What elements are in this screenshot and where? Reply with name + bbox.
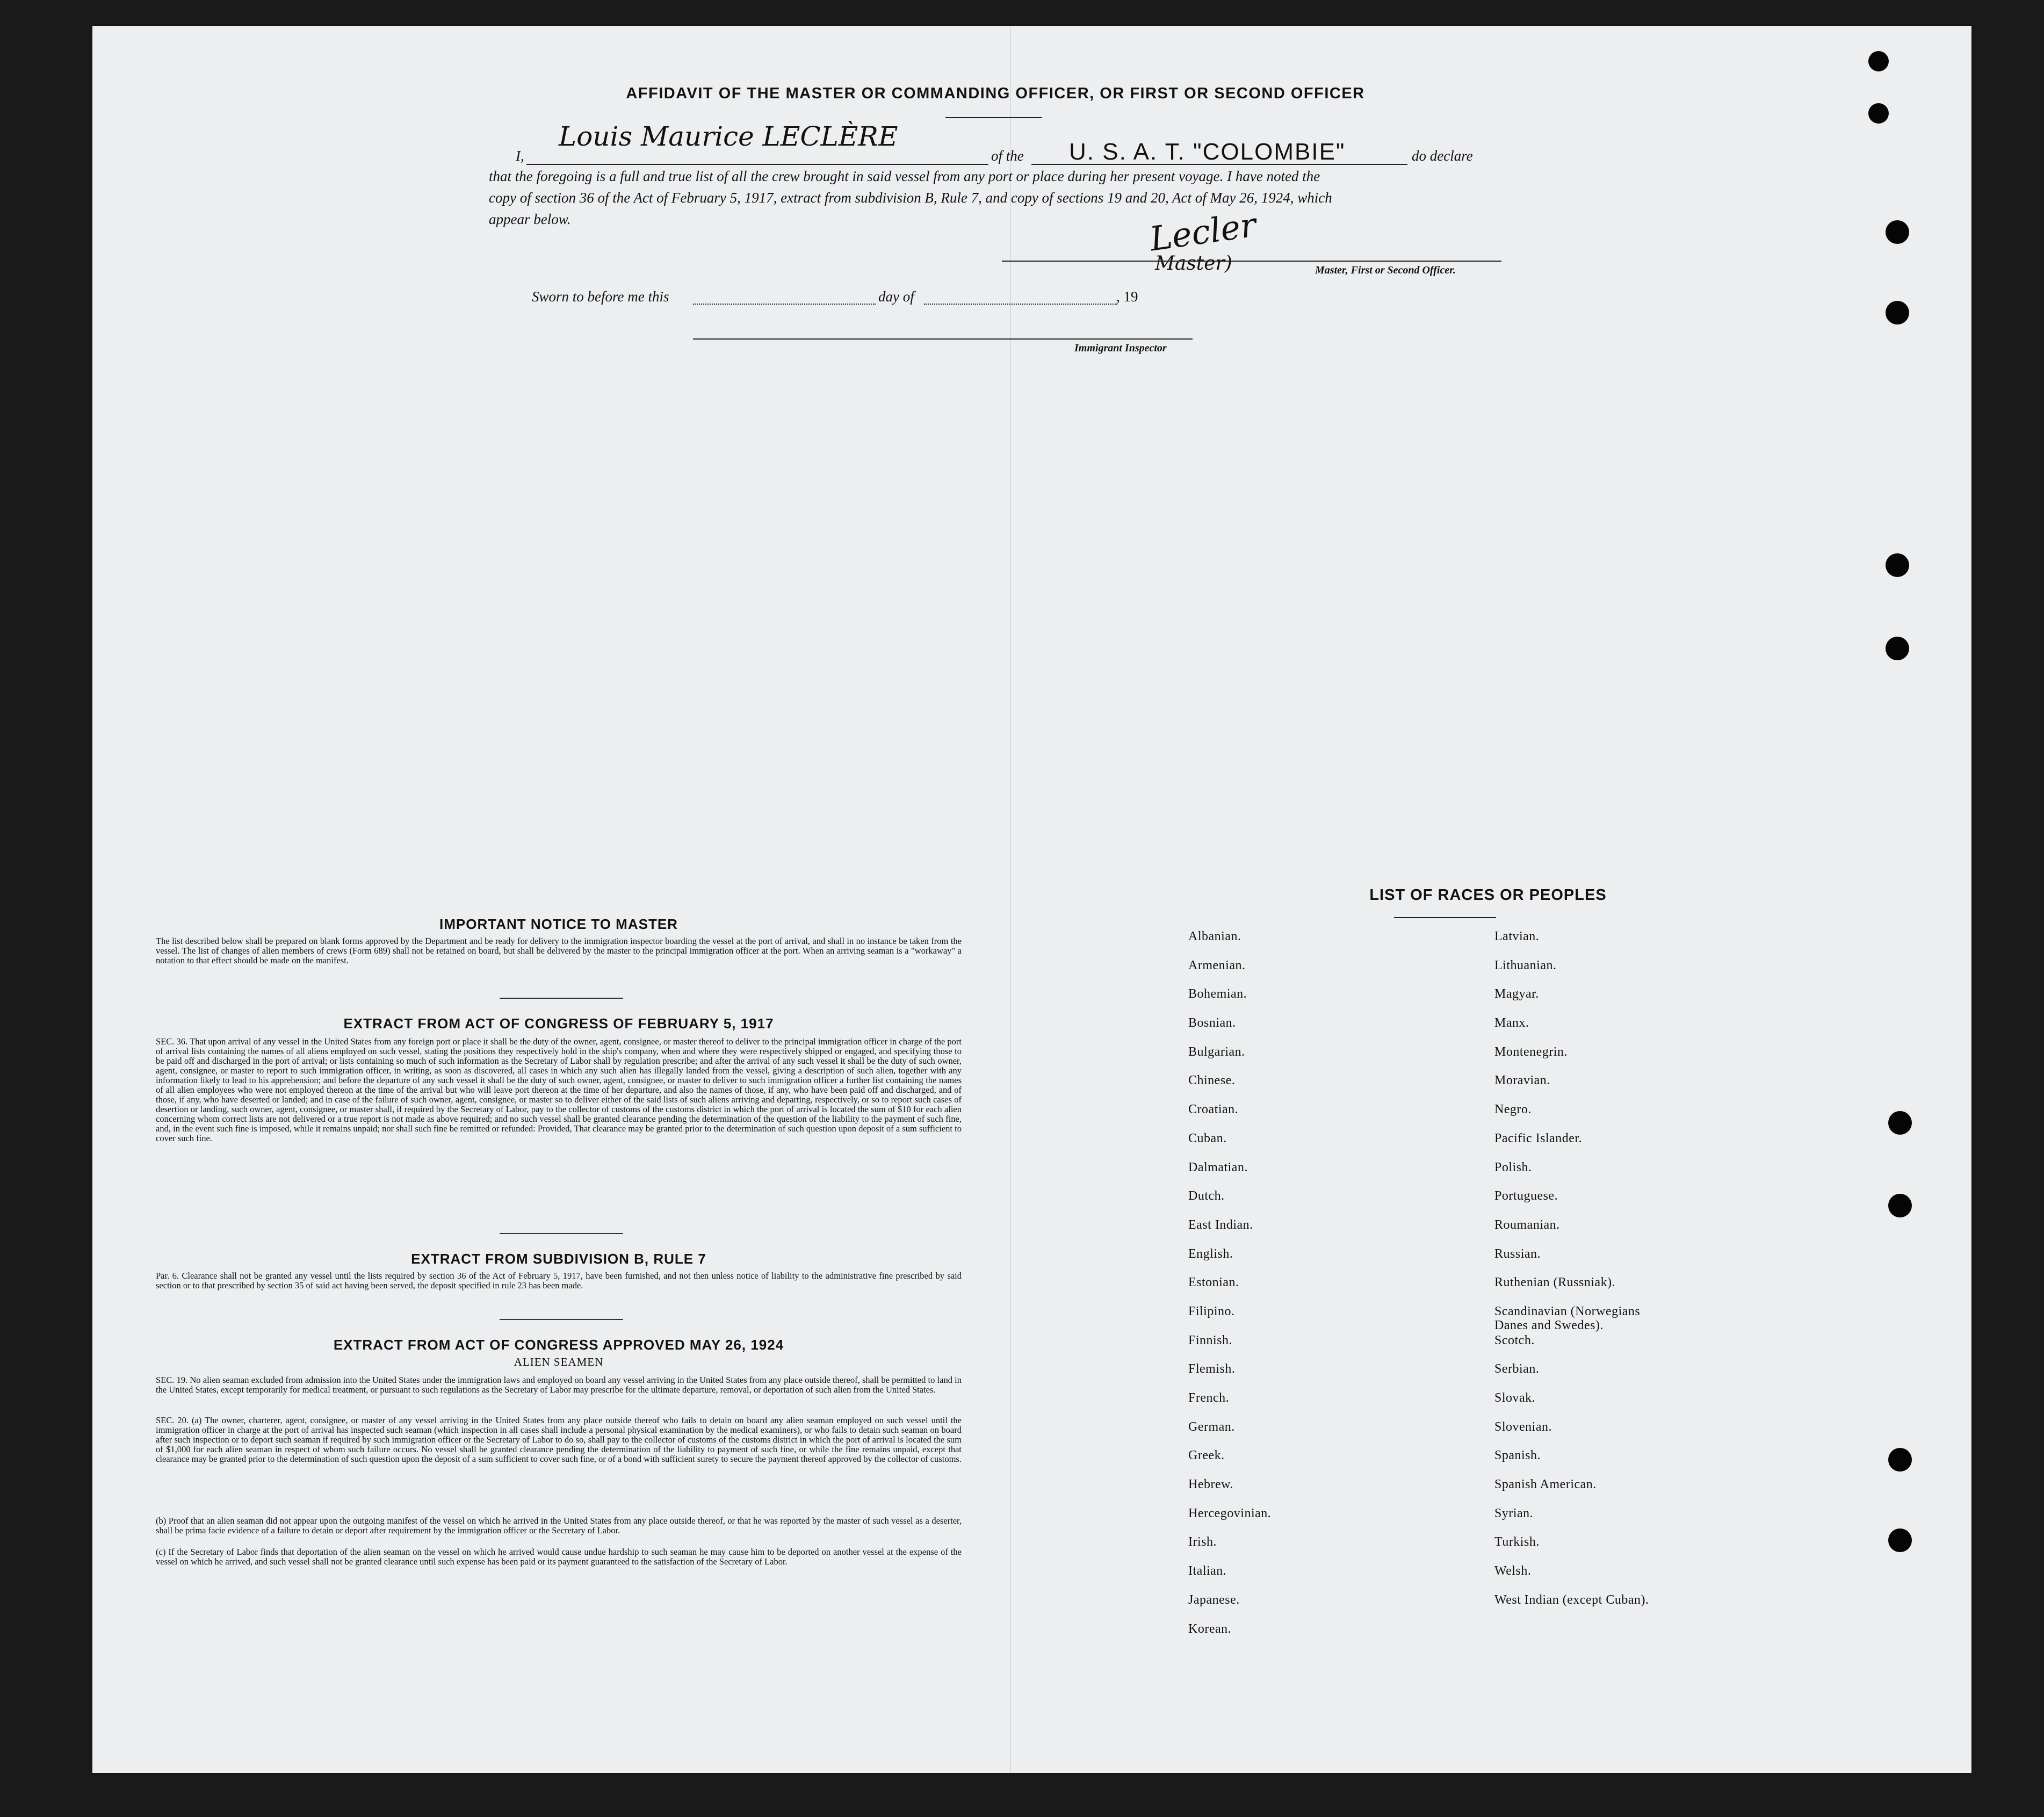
vessel-line (1031, 164, 1407, 165)
i-label: I, (516, 148, 524, 164)
punch-hole (1888, 1111, 1912, 1135)
punch-hole (1888, 1448, 1912, 1472)
race-item: Lithuanian. (1494, 958, 1557, 972)
punch-hole (1886, 220, 1909, 244)
race-item: German. (1188, 1419, 1235, 1434)
race-item: Latvian. (1494, 929, 1540, 943)
race-item: Spanish American. (1494, 1477, 1597, 1492)
race-item: Serbian. (1494, 1362, 1540, 1376)
inspector-line (693, 338, 1193, 340)
race-item: West Indian (except Cuban). (1494, 1592, 1649, 1607)
master-signature: Lecler (1147, 205, 1259, 259)
extract-1917-body: SEC. 36. That upon arrival of any vessel in the United States from any foreign port or place it shall be the duty of the owner, agent, consignee, or master thereof to deliver to the principal immigration officer in charge of the port of arrival lists containing the names of all aliens employed on such vessel, stating the positions they respectively hold in the ship's company, when and where they were respectively shipped or engaged, and specifying those to be paid off and discharged in the port of arrival; or lists containing so much of such information as the Secretary of Labor shall by regulation prescribe; and after the arrival of any such vessel it shall be the duty of such owner, agent, consignee, or master to report to such immigration officer, in writing, as soon as discovered, all cases in which any such alien has illegally landed from the vessel, giving a description of such alien, together with any information likely to lead to his apprehension; and before the departure of any such vessel it shall be the duty of such owner, agent, consignee, or master to deliver to such immigration officer a further list containing the names of all alien employees who were not employed thereon at the time of the arrival but who will leave port thereon at the time of her departure, and also the names of those, if any, who have been paid off and discharged, and of those, if any, who have deserted or landed; and in case of the failure of such owner, agent, consignee, or master so to deliver either of the said lists of such aliens arriving and departing, respectively, or so to report such cases of desertion or landing, such owner, agent, consignee, or master shall, if required by the Secretary of Labor, pay to the collector of customs of the customs district in which the port of arrival is located the sum of $10 for each alien concerning whom correct lists are not delivered or a true report is not made as above required; and no such vessel shall be granted clearance pending the determination of the question of the liability to the payment of such fine, and, in the event such fine is imposed, while it remains unpaid; nor shall such fine be remitted or refunded: Provided, That clearance may be granted prior to the determination of such question upon deposit of a sum sufficient to cover such fine. (156, 1036, 962, 1143)
race-item: Estonian. (1188, 1275, 1239, 1290)
race-item: Armenian. (1188, 958, 1246, 972)
race-item: Manx. (1494, 1016, 1529, 1030)
sworn-month-line (924, 304, 1117, 305)
race-item: Korean. (1188, 1621, 1232, 1636)
extract-1917-title: EXTRACT FROM ACT OF CONGRESS OF FEBRUARY 5, 1917 (343, 1015, 774, 1032)
name-line (526, 164, 988, 165)
race-item: Moravian. (1494, 1073, 1550, 1088)
master-name-handwritten: Louis Maurice LECLÈRE (559, 121, 898, 152)
race-item: Negro. (1494, 1102, 1532, 1117)
declaration-line-1: that the foregoing is a full and true list of all the crew brought in said vessel from any port or place during her present voyage. I have noted the (489, 168, 1320, 184)
declaration-line-3: appear below. (489, 211, 571, 227)
races-left-column (1188, 929, 1468, 1650)
extract-1924-sec20a: SEC. 20. (a) The owner, charterer, agent, consignee, or master of any vessel arriving in the United States from any place outside thereof who fails to detain on board any alien seaman employed on such vessel until the immigration officer in charge at the port of arrival has inspected such seaman (which inspection in all cases shall include a personal physical examination by the medical examiners), or who fails to detain such seaman on board after such inspection or to deport such seaman if required by such immigration officer or the Secretary of Labor to do so, shall pay to the collector of customs of the customs district in which the port of arrival is located the sum of $1,000 for each alien seaman in respect of whom such failure occurs. No vessel shall be granted clearance pending the determination of the liability to payment of such fine, or while the fine remains unpaid, except that clearance may be granted prior to the determination of such question upon the deposit of a sum sufficient to cover such fine, or of a bond with sufficient surety to secure the payment thereof approved by the collector of customs. (156, 1415, 962, 1464)
race-item: Hebrew. (1188, 1477, 1233, 1492)
race-item: Polish. (1494, 1160, 1532, 1174)
race-item: Welsh. (1494, 1564, 1532, 1578)
race-item: Italian. (1188, 1564, 1227, 1578)
extract-1924-sec20b: (b) Proof that an alien seaman did not appear upon the outgoing manifest of the vessel on which he arrived in the United States from any place outside thereof, or that he was reported by the master of such vessel as a deserter, shall be prima facie evidence of a failure to detain or deport after requirement by the immigration officer or the Secretary of Labor. (156, 1516, 962, 1535)
sworn-day-line (693, 304, 876, 305)
race-item: French. (1188, 1391, 1230, 1405)
race-item: Slovak. (1494, 1391, 1536, 1405)
race-item: Russian. (1494, 1246, 1541, 1261)
race-item: Scandinavian (Norwegians Danes and Swedes). (1494, 1304, 1641, 1332)
title-underline (945, 117, 1042, 118)
race-item: Filipino. (1188, 1304, 1235, 1318)
race-item: Bosnian. (1188, 1016, 1236, 1030)
race-item: Chinese. (1188, 1073, 1236, 1088)
races-right-column (1494, 929, 1774, 1622)
punch-hole (1886, 637, 1909, 660)
punch-hole (1886, 301, 1909, 325)
punch-hole (1886, 553, 1909, 577)
race-item: Irish. (1188, 1535, 1217, 1549)
race-item: Cuban. (1188, 1131, 1227, 1145)
extract-1924-sec20c: (c) If the Secretary of Labor finds that deportation of the alien seaman on the vessel on which he arrived would cause undue hardship to such seaman he may cause him to be deported on another vessel at the expense of the vessel on which he arrived, and such vessel shall not be granted clearance until such expense has been paid or its payment guaranteed to the satisfaction of the Secretary of Labor. (156, 1547, 962, 1567)
punch-hole (1868, 51, 1889, 71)
race-item: Flemish. (1188, 1362, 1236, 1376)
notice-body: The list described below shall be prepared on blank forms approved by the Department and be ready for delivery to the immigration inspector boarding the vessel at the port of arrival, and shall in no instance be taken from the vessel. The list of changes of alien members of crews (Form 689) shall not be retained on board, but shall be delivered by the master to the principal immigration officer at the port. When an arriving seaman is a "workaway" a notation to that effect should be made on the manifest. (156, 936, 962, 965)
race-item: Albanian. (1188, 929, 1241, 943)
race-item: East Indian. (1188, 1217, 1253, 1232)
race-item: Ruthenian (Russniak). (1494, 1275, 1616, 1290)
notice-title: IMPORTANT NOTICE TO MASTER (439, 916, 678, 932)
signature-line (1002, 261, 1501, 262)
alien-seamen-subtitle: ALIEN SEAMEN (514, 1355, 604, 1368)
race-item: Portuguese. (1494, 1189, 1558, 1203)
extract-1924-title: EXTRACT FROM ACT OF CONGRESS APPROVED MAY 26, 1924 (333, 1337, 784, 1353)
race-item: Pacific Islander. (1494, 1131, 1583, 1145)
of-the-label: of the (991, 148, 1024, 164)
declaration-line-2: copy of section 36 of the Act of February 5, 1917, extract from subdivision B, Rule 7, and copy of sections 19 and 20, Act of May 26, 1924, which (489, 190, 1332, 206)
race-item: Roumanian. (1494, 1217, 1560, 1232)
day-of-label: day of (878, 289, 914, 305)
year-label: , 19 (1116, 289, 1138, 305)
punch-hole (1888, 1528, 1912, 1552)
race-item: Turkish. (1494, 1535, 1540, 1549)
vessel-name: U. S. A. T. "COLOMBIE" (1069, 139, 1346, 165)
race-item: English. (1188, 1246, 1233, 1261)
punch-hole (1888, 1194, 1912, 1217)
race-item: Magyar. (1494, 987, 1539, 1001)
inspector-caption: Immigrant Inspector (1074, 342, 1167, 354)
race-item: Bohemian. (1188, 987, 1247, 1001)
race-item: Finnish. (1188, 1333, 1233, 1347)
sworn-label: Sworn to before me this (532, 289, 669, 305)
race-item: Hercegovinian. (1188, 1506, 1272, 1520)
race-item: Scotch. (1494, 1333, 1535, 1347)
extract-1924-sec19: SEC. 19. No alien seaman excluded from admission into the United States under the immigration laws and employed on board any vessel arriving in the United States from any place outside thereof, shall be permitted to land in the United States, except temporarily for medical treatment, or pursuant to such regulations as the Secretary of Labor may prescribe for the ultimate departure, removal, or deportation of such alien from the United States. (156, 1375, 962, 1395)
race-item: Spanish. (1494, 1448, 1541, 1463)
races-title-underline (1394, 917, 1496, 918)
race-item: Greek. (1188, 1448, 1225, 1463)
race-item: Syrian. (1494, 1506, 1534, 1520)
divider (500, 1319, 623, 1320)
race-item: Bulgarian. (1188, 1044, 1245, 1059)
affidavit-title: AFFIDAVIT OF THE MASTER OR COMMANDING OFFICER, OR FIRST OR SECOND OFFICER (626, 85, 1365, 102)
do-declare-label: do declare (1412, 148, 1473, 164)
race-item: Slovenian. (1494, 1419, 1552, 1434)
race-item: Montenegrin. (1494, 1044, 1568, 1059)
race-item: Japanese. (1188, 1592, 1240, 1607)
extract-rule7-title: EXTRACT FROM SUBDIVISION B, RULE 7 (411, 1251, 706, 1267)
signature-caption: Master, First or Second Officer. (1315, 264, 1456, 276)
races-title: LIST OF RACES OR PEOPLES (1369, 886, 1607, 904)
signature-note: Master) (1155, 253, 1232, 275)
divider (500, 1233, 623, 1234)
page-fold-line (1010, 26, 1011, 1773)
punch-hole (1868, 103, 1889, 124)
divider (500, 998, 623, 999)
race-item: Croatian. (1188, 1102, 1239, 1117)
extract-rule7-body: Par. 6. Clearance shall not be granted any vessel until the lists required by section 36 of the Act of February 5, 1917, have been furnished, and not then unless notice of liability to the administrative fine prescribed by said section or to that prescribed by section 35 of said act having been served, the deposit specified in rule 23 has been made. (156, 1271, 962, 1290)
race-item: Dalmatian. (1188, 1160, 1248, 1174)
race-item: Dutch. (1188, 1189, 1225, 1203)
